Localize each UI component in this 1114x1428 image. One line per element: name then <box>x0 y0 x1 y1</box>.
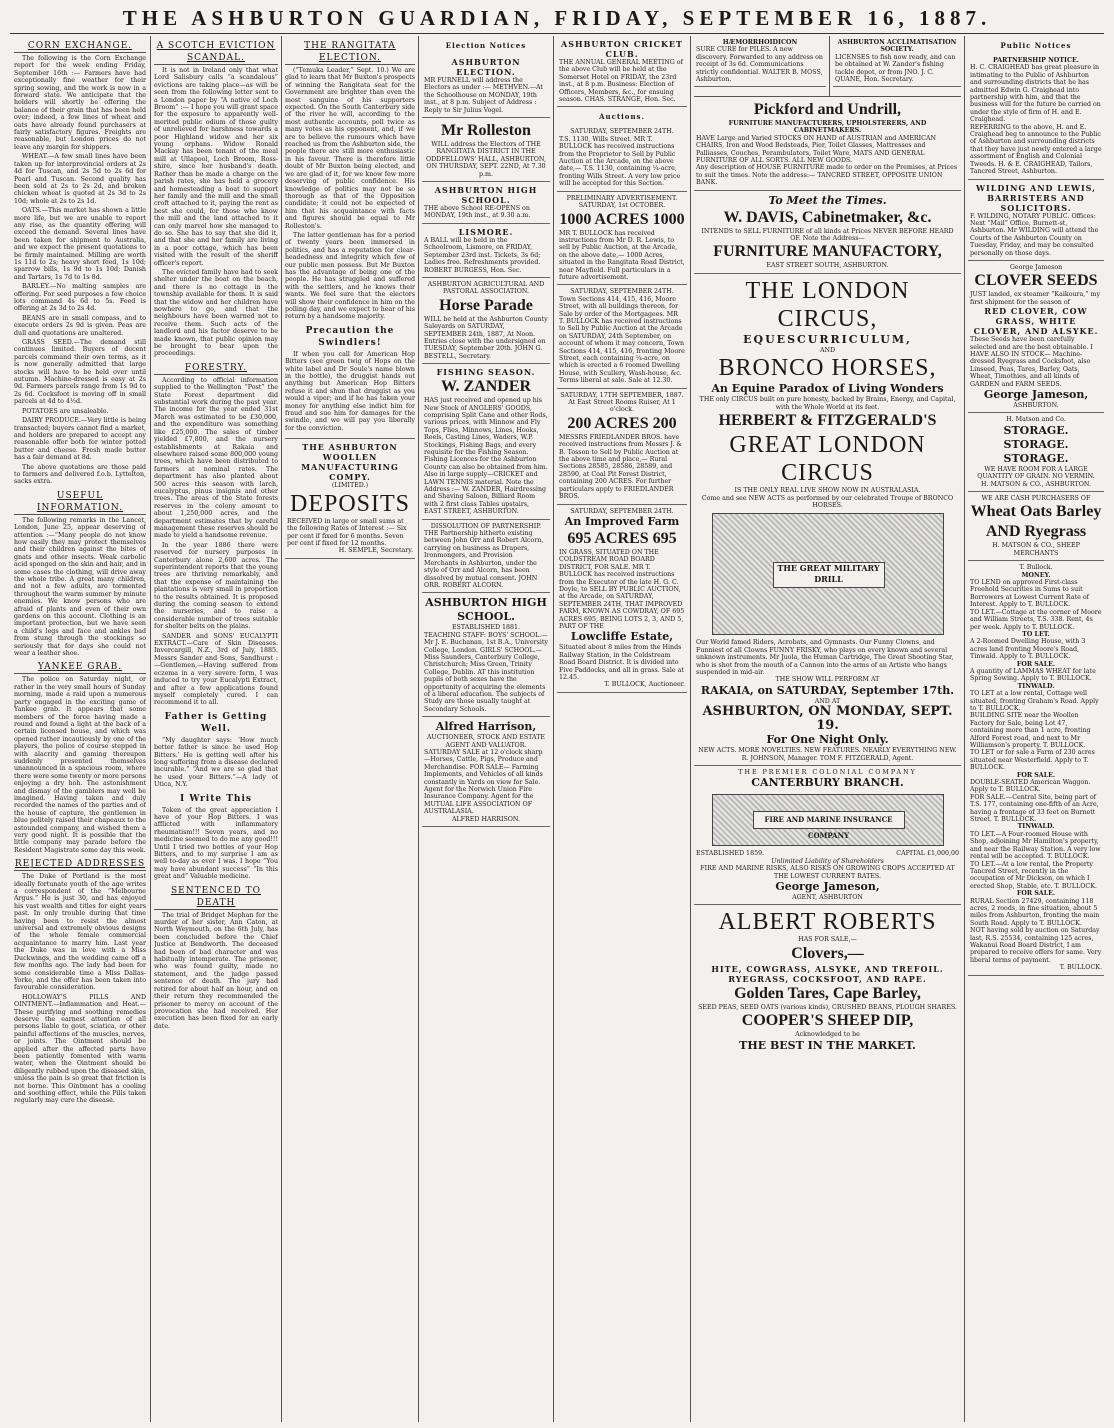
ad-text: HAS FOR SALE,— <box>798 936 857 944</box>
ad-subtitle: At East Street Rooms Ruiser, At 1 o'clock. <box>568 399 676 414</box>
column-divider <box>418 36 419 1422</box>
ad-headline: ALBERT ROBERTS <box>718 909 937 936</box>
ad-list: RED CLOVER, COW GRASS, WHITE CLOVER, AND ALSYKE. <box>973 306 1099 337</box>
ad-headline: STORAGE. <box>1003 451 1069 465</box>
ad-text: SEED PEAS, SEED OATS (various kinds), CRUSHED BEANS, PLOUGH SHARES. <box>698 1003 957 1011</box>
ad-headline: W. DAVIS, Cabinetmaker, &c. <box>723 208 932 226</box>
ad-text: MESSRS FRIEDLANDER BROS. have received instructions from Messrs J. & B. Tosson to Sell by Public Auction at the above time and place,— Rural Sections 28585, 28586, 28589, and 28590, at Coal Pit Forest District, containing 200 ACRES. For further particulars apply to FRIEDLANDER BROS. <box>559 433 682 501</box>
partnership-notice <box>968 54 1104 180</box>
ad-headline: CANTERBURY BRANCH. <box>751 776 904 790</box>
ad-text: NOT having sold by auction on Saturday last, R.S. 25534, containing 125 acres, Wakanui Road Board District, I am prepared to receive offers for same. Very liberal terms of payment. <box>970 927 1102 964</box>
acclimatisation-ad <box>833 36 961 87</box>
article-text: “My daughter says: ‘How much better father is since he used Hop Bitters.’ He is getting well after his long suffering from a disease declared incurable.” “And we are so glad that he used your Bitters.”—A lady of Utica, N.Y. <box>154 736 278 789</box>
ad-title: FISHING SEASON. <box>436 367 536 378</box>
ad-text: THE above School RE-OPENS on MONDAY, 19th inst., at 9.30 a.m. <box>424 205 531 220</box>
ad-signature: T. BULLOCK, Auctioneer. <box>604 681 685 689</box>
article-text: (“Temuka Leader,” Sept. 10.) We are glad to learn that Mr Buxton's prospects of winning the Rangitata seat for the Government are brighter than even the most sanguine of his supporters expected. On the South Canterbury side of the river he will, according to the most authentic accounts, poll twice as many votes as his opponent, and, if we are to believe the rumours which have reached us from the Ashburton side, the people there are still more enthusiastic in his favour. There is therefore little doubt of Mr Buxton being elected, and we are glad of it, for we know few more deserving of public confidence. His knowledge of politics may not be so thorough as that of the Opposition candidate; it could not be expected of him that his acquaintance with facts and figures should be equal to Mr Rolleston's. <box>285 67 415 230</box>
bullock-notices <box>968 561 1104 975</box>
ad-title: HÆMORRHOIDICON <box>722 39 798 46</box>
ad-subtitle: (LIMITED.) <box>331 482 369 490</box>
insurance-logo-illustration <box>712 794 944 846</box>
ad-text: NEW ACTS. MORE NOVELTIES. NEW FEATURES. NEARLY EVERYTHING NEW. <box>698 747 957 755</box>
ad-headline: ASHBURTON HIGH SCHOOL. <box>425 596 547 624</box>
pickford-undrill-ad <box>694 96 961 191</box>
article-heading: SENTENCED TO DEATH <box>154 885 278 910</box>
article-text: The latter gentleman has for a period of twenty years been immersed in politics, and has a reputation for clear-headedness and integrity which few of our public men possess. But Mr Buxton has the advantage of being one of the people. He has struggled and suffered with the settlers, and he knows their wants. We feel sure that the electors will show their confidence in him on the polling day, and we expect to hear of his return by a handsome majority. <box>285 231 415 321</box>
article-text: The evicted family have had to seek shelter under the boat on the beach, and there is no cottage in the township available for them. It is said that the widow and her children have nowhere to go, and that the neighbours have been warned not to receive them. Such acts of the landlord and his factor deserve to be made known, that public opinion may be brought to bear upon the proceedings. <box>154 268 278 358</box>
article-text: GRASS SEED.—The demand still continues limited. Buyers of decent parcels command their own terms, as it is now generally admitted that large stocks will have to be held over until autumn. Machine-dressed is easy at 2s 9d. Farmers parcels range from 1s 9d to 2s 6d. Cocksfoot is moving off in small parcels at 4d to 4½d. <box>14 339 146 406</box>
ad-text: WILL be held at the Ashburton County Saleyards on SATURDAY, SEPTEMBER 24th, 1887, At Noon. Entries close with the undersigned on TUESDAY, September 20th. JOHN G. BESTELL, Secretary. <box>424 315 548 360</box>
clover-seeds-ad <box>968 261 1104 413</box>
wide-ad-area <box>694 96 961 1422</box>
advertisement-text: SANDER and SONS' EUCALYPTI EXTRACT.—Care of Skin Diseases. Invercargill, N.Z., 3rd of July, 1885. Messrs Sander and Sons, Sandhurst :—Gentlemen,—Having suffered from eczema in a very severe form, I was induced to try your Eucalypti Extract, and after a few applications found myself completely cured. I can recommend it to all. <box>154 632 278 707</box>
ad-headline: Lowcliffe Estate, <box>570 630 674 644</box>
ad-headline: An Equine Paradox of Living Wonders <box>711 382 944 396</box>
ad-title: PARTNERSHIP NOTICE. <box>992 57 1079 64</box>
ad-text: A 2-Roomed Dwelling House, with 3 acres land fronting Moore's Road, Tinwald. Apply to T. BULLOCK. <box>970 638 1086 661</box>
ad-headline: Horse Parade <box>439 296 533 314</box>
article-text: WHEAT.—A few small lines have been taken up for interprovincial orders at 2s 4d for Tuscan, and 2s 5d to 2s 6d for Pearl and Tuscan. Second quality has been sold at 2s to 2s 2d, and broken chicken wheat is quoted at 2s 3d to 2s 10d; whole at 2s to 2s 1d. <box>14 153 146 205</box>
ad-headline: THE LONDON CIRCUS, <box>745 277 910 332</box>
column-divider <box>150 36 151 1422</box>
ad-text: Situated about 8 miles from the Hinds Railway Station, in the Coldstream Road Board District. It is divided into Five Paddocks, and all in grass. Sale at 12.45. <box>559 644 684 681</box>
ad-title: ASHBURTON AGRICULTURAL AND PASTORAL ASSOCIATION. <box>427 280 545 296</box>
ad-headline: To Meet the Times. <box>768 193 887 207</box>
article-text: According to official information supplied to the Wellington “Post” the State Forest department did substantial work during the past year. The income for the year ended 31st March was estimated to be £30,000, and the expenditure was something like £25,000. The sales of timber yielded £7,800, and the nursery establishments at Rakaia and elsewhere raised some 800,000 young trees, which have been distributed to farmers at nominal rates. The department has also planted about 500 acres this season with larch, eucalyptus, pinus insignis and other trees. The areas of the State forests reserves in the colony amount to about 1,250,000 acres, and the department estimates that by careful management these reserves should be made to yield a handsome revenue. <box>154 376 278 540</box>
ad-headline: GREAT LONDON CIRCUS <box>729 432 926 487</box>
ad-headline: COOPER'S SHEEP DIP, <box>741 1012 914 1030</box>
article-text: OATS.—This market has shown a little more life, but we are unable to report any rise, as the quantity offering will exceed the demand. Several lines have been taken for shipment to Australia, and we expect the present quotations to be firmly maintained. Milling are worth 1s 11d to 2s; heavy short feed, 1s 10d; sparrow bills, 1s 9d to 1s 10d; Danish and Tartars, 1s 7d to 1s 8d. <box>14 207 146 281</box>
harrison-ad <box>422 717 550 827</box>
rolleston-ad <box>422 118 550 182</box>
column-divider <box>964 36 965 1422</box>
auction-ad <box>557 285 687 388</box>
ad-title: George Jameson <box>1009 263 1063 271</box>
ad-signature: George Jameson, <box>983 388 1089 401</box>
ad-headline: DEPOSITS <box>289 490 411 517</box>
ad-text: FIRE AND MARINE RISKS, ALSO RISKS ON GROWING CROPS ACCEPTED AT THE LOWEST CURRENT RATES. <box>700 865 955 880</box>
farm-auction-ad <box>557 505 687 693</box>
insurance-ad <box>694 766 961 905</box>
ad-headline: Alfred Harrison, <box>435 720 537 734</box>
article-heading: FORESTRY. <box>154 362 278 375</box>
article-heading: YANKEE GRAB. <box>14 661 146 674</box>
column-ads-7 <box>833 36 961 92</box>
article-text: The above quotations are those paid to farmers and delivered f.o.b. Lyttelton, sacks extra. <box>14 463 146 486</box>
ad-title: FOR SALE. <box>1016 660 1056 668</box>
ad-headline: HERBERT & FITZGERALD'S <box>718 412 937 430</box>
ad-title: ASHBURTON ACCLIMATISATION SOCIETY. <box>837 39 957 54</box>
article-text: The police on Saturday night, or rather in the very small hours of Sunday morning, made a raid upon a numerous party engaged in the exciting game of Yankee grab. It appears that some members of the force having made a round and found a light at the back of a certain licensed house, and which was opened rather incautiously by one of the players, the police of course stepped in with alacrity and gaming thereupon suddenly presented themselves unannounced in a spacious room, where there were some twenty or more persons enjoying a dry hoh. The astonishment and dismay of the gamblers may well be imagined. Having taken and duly recorded the names of the parties and of the house of capture, the gentlemen in blue politely raised their chapeaux to the astounded company, and wished them a very good night. It is possible that the little company may parade before the Resident Magistrate some day this week. <box>14 676 146 854</box>
ad-headline: Mr Rolleston <box>441 122 531 140</box>
ad-headline: W. ZANDER <box>440 378 532 396</box>
ad-address: EAST STREET SOUTH, ASHBURTON. <box>766 262 889 270</box>
ad-title: THE ASHBURTON WOOLLEN MANUFACTURING COMPY. <box>301 442 399 483</box>
high-school-ad <box>422 593 550 717</box>
article-text: BARLEY.—No malting samples are offering. For seed purposes a few choice lots command 4s 6d to 5s. Feed is offering at 2s 3d to 2s 4d. <box>14 283 146 313</box>
column-ads-5 <box>557 36 687 1422</box>
election-ad <box>422 54 550 118</box>
ad-text: Acknowledged to be <box>795 1031 860 1039</box>
ad-text: R. JOHNSON, Manager. TOM F. FITZGERALD, Agent. <box>741 754 914 762</box>
article-text: HOLLOWAY'S PILLS AND OINTMENT.—Inflammation and Heat.—These purifying and soothing remedies deserve the earnest attention of all persons liable to gout, sciatica, or other painful affections of the muscles, nerves, or joints. The Ointment should be applied after the affected parts have been patiently fomented with warm water, when the Ointment should be diligently rubbed upon the diseased skin, unless the pain is so great that friction is not borne. This Ointment has a cooling and soothing effect, while the Pills taken regularly may cure the disease. <box>14 993 146 1105</box>
section-header: Public Notices <box>1000 41 1072 50</box>
wilding-lewis-ad <box>968 180 1104 261</box>
high-school-notice <box>422 182 550 224</box>
ad-text: TO LEND on approved First-class Freehold Securities in Sums to suit Borrowers at Lowest Current Rate of Interest. Apply to T. BULLOCK. <box>970 579 1089 609</box>
ad-text: MR T. BULLOCK has received instructions from Mr D. R. Lewis, to sell by Public Auction, at the Arcade, on the above date,— 1000 Acres, situated in the Rangitata Road District, near Mayfield. Full particulars in a future advertisement. <box>559 229 685 281</box>
ad-headline: George Jameson, <box>775 880 880 893</box>
ad-headline: For One Night Only. <box>766 733 889 747</box>
ad-signature: ASHBURTON. <box>1013 402 1059 409</box>
ad-headline: 695 ACRES 695 <box>567 529 677 547</box>
ad-text: THE ANNUAL GENERAL MEETING of the above Club will be held at the Somerset Hotel on FRIDAY, the 23rd inst., at 8 p.m. Business: Election of Officers, Members, &c., for ensuing season. CHAS. STRANGE, Hon. Sec. <box>559 59 683 104</box>
column-news-1 <box>14 36 146 1422</box>
column-divider <box>690 36 691 1422</box>
ad-text: TEACHING STAFF: BOYS' SCHOOL.—Mr J. E. Buchanan, 1st B.A., University College, London. GIRLS' SCHOOL.—Miss Saunders, Canterbury College, Christchurch; Miss Green, Trinity College, Dublin. AT this institution pupils of both sexes have the opportunity of acquiring the elements of a liberal education. The subjects of Study are those usually taught at Secondary Schools. <box>424 631 548 713</box>
logo-caption: FIRE AND MARINE INSURANCE COMPANY <box>753 811 905 829</box>
ad-text: TO LET.—At a low rental, the Property Tancred Street, recently in the occupation of Mr Dickson, on which I erected Shop, Stable, etc. T. BULLOCK. <box>970 860 1097 890</box>
ad-text: RURAL Section 27429, containing 118 acres, 2 roods, in fine situation, about 5 miles from Ashburton, fronting the main South Road. Apply to T. BULLOCK. <box>970 897 1100 927</box>
article-text: DAIRY PRODUCE.—Very little is being transacted; buyers cannot find a market, and holders are prepared to accept any reasonable offer both for winter potted butter and cheese. Fresh made butter has a fair demand at 8d. <box>14 417 146 462</box>
ad-title: BARRISTERS AND SOLICITORS. <box>987 192 1085 213</box>
ad-text: A BALL will be held in the Schoolroom, Lismore, on FRIDAY, September 23rd inst. Tickets, 3s 6d; Ladies free. Refreshments provided. ROBERT BURGESS, Hon. Sec. <box>424 236 541 274</box>
ad-text: WE ARE CASH PURCHASERS OF <box>981 495 1091 503</box>
article-text: In the year 1886 there were reserved for nursery purposes in Canterbury alone 2,600 acres. The superintendent reports that the young trees are thriving remarkably, and that the expense of maintaining the plantations is very small in proportion to the results obtained. It is proposed during the coming season to extend the nurseries, and to raise a considerable number of trees suitable for shelter belts on the plains. <box>154 541 278 631</box>
capital-label: CAPITAL £1,000,00 <box>896 850 959 858</box>
auction-ad <box>557 192 687 286</box>
storage-ad <box>968 413 1104 492</box>
article-text: It is not in Ireland only that what Lord Salisbury calls “a scandalous” evictions are taking place—as will be seen from the following letter sent to a London paper by “A native of Loch Broom” :— I hope you will grant space for the exposure to apparently well-merited public odium of those guilty of unrelieved for harshness towards a poor Highland widow and her six young orphans. Widow Ronald Mackay has been tenant of the meal mill at Ullapool, Loch Broom, Ross-shire, since her husband's death. Rather than be made a charge on the parish rates, she has held a grocery and homesteading a boat to support her family and the mill and the small croft attached to it, paying the rent as best she could, for those who know the mill and the land attached to it can only marvel how she managed to do so. She has to say that she did it, and that she and her family are living in a poor cottage, which has been visited with the result of the sheriff officer's report. <box>154 67 278 267</box>
masthead-rule <box>10 33 1104 34</box>
ad-text: TO LET.—A Four-roomed House with Shop, adjoining Mr Hamilton's property, and near the Railway Station. A very low rental will be accepted. T. BULLOCK. <box>970 830 1101 861</box>
illustration-caption: THE GREAT MILITARY DRILL <box>773 562 885 588</box>
ad-text: HAVE Large and Varied STOCKS ON HAND of AUSTRIAN and AMERICAN CHAIRS, Iron and Wood Bedsteads, Pier, Toilet Glasses, Mattresses and Palliasses, Couches, Perambulators, Toilet Ware, MATS AND GENERAL FURNITURE OF ALL SORTS. ALL NEW GOODS. <box>696 134 937 165</box>
ad-headline: FURNITURE MANUFACTORY, <box>713 243 942 261</box>
ad-text: IS THE ONLY REAL LIVE SHOW NOW IN AUSTRALASIA. <box>734 487 921 495</box>
ad-text: A quantity of LAMMAS WHEAT for late Spring Sowing. Apply to T. BULLOCK. <box>970 667 1096 683</box>
ad-title: H. Matson and Co. <box>1006 416 1066 424</box>
ad-date: SATURDAY, 1st OCTOBER. <box>578 202 666 210</box>
ad-title: T. Bullock. <box>1019 564 1053 572</box>
ad-title: ASHBURTON ELECTION. <box>451 57 521 77</box>
ad-text: LICENSES to fish now ready, and can be obtained at W. Zander's fishing tackle depot, or from JNO. J. C. QUANE, Hon. Secretary. <box>835 53 956 84</box>
established-label: ESTABLISHED 1859. <box>696 850 765 858</box>
ad-text: INTENDS to SELL FURNITURE of all kinds at Prices NEVER BEFORE HEARD OF. Note the Address— <box>701 227 954 243</box>
albert-roberts-ad <box>694 905 961 1055</box>
ad-text: AND <box>819 346 836 354</box>
ad-text: WILL address the Electors of THE RANGITATA DISTRICT IN THE ODDFELLOWS' HALL, ASHBURTON, ON THURSDAY, SEPT. 22ND, At 7.30 p.m. <box>425 141 547 178</box>
insurance-capital-row <box>696 850 959 857</box>
column-news-2 <box>154 36 278 1422</box>
ad-headline: THE BEST IN THE MARKET. <box>739 1038 916 1052</box>
ad-text: THE SHOW WILL PERFORM AT <box>775 676 880 684</box>
ad-title: WILDING AND LEWIS, <box>976 182 1096 193</box>
circus-horses-illustration <box>712 513 944 635</box>
article-heading: I Write This <box>180 793 252 804</box>
ad-title: SATURDAY, SEPTEMBER 24TH. <box>570 507 674 515</box>
ad-text: Any description of HOUSE FURNITURE made to order on the Premises, at Prices to suit the times. Note the address:— TANCRED STREET, OPPOSITE UNION BANK. <box>696 164 958 187</box>
ad-title: SATURDAY, 17TH SEPTEMBER, 1887. <box>560 391 684 399</box>
ad-subtitle: AUCTIONEER, STOCK AND ESTATE AGENT AND VALUATOR. <box>426 734 546 749</box>
auction-ad <box>557 389 687 505</box>
ad-text: THE only CIRCUS built on pure honesty, backed by Brains, Energy, and Capital, with the Whole World at its feet. <box>699 396 956 411</box>
ad-text: RECEIVED in large or small sums at the following Rates of Interest :— Six per cent if fixed for 6 months. Seven per cent if fixed for 12 months. <box>287 517 407 547</box>
cricket-club-ad <box>557 36 687 107</box>
article-heading: USEFUL INFORMATION. <box>14 490 146 515</box>
piles-cure-ad <box>694 36 826 87</box>
ad-text: Town Sections 414, 415, 416, Moore Street, with all buildings thereon, for Sale by order of the Mortgagees. MR T. BULLOCK has received instructions to Sell by Public Auction at the Arcade on SATURDAY, 24th September, on account of whom it may concern, Town Sections 414, 415, 416, fronting Moore Street, each containing ¼-acre, on which is erected a 6 roomed Dwelling House, with Scullery, Wash-house, &c. Terms liberal at sale. Sale at 12.30. <box>559 295 685 385</box>
ad-title: DISSOLUTION OF PARTNERSHIP. <box>430 522 542 530</box>
ad-title: SATURDAY, SEPTEMBER 24TH. <box>570 288 674 296</box>
article-text: BEANS are in small compass, and to execute orders 2s 9d is given. Peas are dull and quotations are unaltered. <box>14 314 146 337</box>
grain-purchase-ad <box>968 492 1104 561</box>
ad-text: F. WILDING, NOTARY PUBLIC. Offices: Next “Mail” Office, Burnett-st, Ashburton. Mr WILDING will attend the Courts of the Ashburton County on Tuesday, Friday, and may be consulted personally on those days. <box>970 212 1099 257</box>
ad-text: TO LET.—Cottage at the corner of Moore and William Streets, T.S. 338. Rent, 4s per week. Apply to T. BULLOCK. <box>970 608 1102 631</box>
auction-ad <box>557 125 687 191</box>
ad-title: LISMORE. <box>458 226 514 237</box>
ad-headline: Pickford and Undrill, <box>753 101 902 118</box>
ad-text: THE Partnership hitherto existing between John Orr and Robert Alcorn, carrying on business as Drapers, Ironmongers, and Provision Merchants in Ashburton, under the style of Orr and Alcorn, has been dissolved by mutual consent. JOHN ORR. ROBERT ALCORN. <box>424 530 544 589</box>
column-ads-6 <box>694 36 826 92</box>
ad-signature: H. SEMPLE, Secretary. <box>338 547 413 555</box>
ad-headline: ASHBURTON, ON MONDAY, SEPT. 19. <box>702 704 953 734</box>
ad-text: These Seeds have been carefully selected and are the best obtainable. I HAVE ALSO IN STOCK— Machine-dressed Ryegrass and Cocksfoot, also Linseed, Peas, Tares, Barley, Oats, Wheat, Timothies, and all kinds of GARDEN and FARM SEEDS. <box>970 336 1093 388</box>
ad-headline: 1000 ACRES 1000 <box>559 210 685 228</box>
column-divider <box>281 36 282 1422</box>
ad-text: BUILDING SITE near the Woollen Factory for Sale, being Lot 47, containing more than 1 acre, fronting Alford Forest road, and next to Mr Williamson's property. T. BULLOCK. <box>970 712 1091 749</box>
ad-title: MONEY. <box>1021 571 1051 579</box>
ad-text: TO LET or for sale a Farm of 230 acres situated near Westerfield. Apply to T. BULLOCK. <box>970 749 1095 772</box>
article-heading: REJECTED ADDRESSES <box>14 859 146 870</box>
column-public-notices <box>968 36 1104 1422</box>
ad-text: WE HAVE ROOM FOR A LARGE QUANTITY OF GRAIN. NO VERMIN. <box>977 465 1095 481</box>
ad-text: RYEGRASS, COCKSFOOT, AND RAPE. <box>728 973 927 984</box>
article-text: Token of the great appreciation I have of your Hop Bitters. I was afflicted with inflammatory rheumatism!!! Seven years, and no medicine seemed to do me any good!!! Until I tried two bottles of your Hop Bitters, and to my surprise I am as well to-day as ever I was. I hope “You may have abundant success” “In this great and” Valuable medicine. <box>154 806 278 881</box>
section-header: Election Notices <box>445 41 527 50</box>
ad-text: SURE CURE for PILES. A new discovery. Forwarded to any address on receipt of 3s 6d. Communications strictly confidential. WALTER B. MOSS, Ashburton. <box>696 46 823 84</box>
ad-signature: H. MATSON & CO., SHEEP MERCHANTS <box>992 542 1080 557</box>
ad-title: FOR SALE. <box>1016 890 1056 898</box>
ad-text: AND AT <box>814 697 841 705</box>
horse-parade-ad <box>422 278 550 364</box>
ad-signature: T. BULLOCK. <box>1059 964 1102 972</box>
lismore-ball-ad <box>422 224 550 278</box>
article-heading: Father is Getting Well. <box>164 711 268 734</box>
zander-ad <box>422 364 550 520</box>
article-text: POTATOES are unsaleable. <box>22 407 109 415</box>
ad-text: REFERRING to the above, H. and E. Craighead beg to announce to the Public of Ashburton and surrounding districts that they have just newly entered a large assortment of English and Colonial Tweeds. H. & E. CRAIGHEAD, Tailors, Tancred Street, Ashburton. <box>970 123 1102 176</box>
ad-signature: ALFRED HARRISON. <box>451 815 521 823</box>
ad-title: THE PREMIER COLONIAL COMPANY <box>738 768 917 776</box>
article-heading: THE RANGITATA ELECTION. <box>285 40 415 65</box>
ad-text: FOR SALE.—Central Site, being part of T.S. 177, containing one-fifth of an Acre, having a frontage of 33 feet on Burnett Street. T. BULLOCK. <box>970 793 1099 824</box>
section-header: Auctions. <box>599 112 645 122</box>
article-text: If when you call for American Hop Bitters (see green twig of Hops on the white label and Dr Soule's name blown in the bottle), the druggist hands out anything but American Hop Bitters refuse it and shun that druggist as you would a viper; and if he has taken your money for anything else indict him for fraud and sue him for damages for the swindle, and we will pay you liberally for the conviction. <box>285 350 415 432</box>
ad-title: FOR SALE. <box>1016 771 1056 779</box>
ad-subtitle: FURNITURE MANUFACTURERS, UPHOLSTERERS, AND CABINETMAKERS. <box>728 120 927 135</box>
ad-headline: Clovers,— <box>791 944 864 962</box>
article-heading: A SCOTCH EVICTION SCANDAL. <box>154 40 278 65</box>
ad-text: AGENT, ASHBURTON <box>792 894 863 901</box>
ad-title: TO LET. <box>1022 630 1050 638</box>
ad-text: IN GRASS, SITUATED ON THE COLDSTREAM ROAD BOARD DISTRICT, FOR SALE. MR T. BULLOCK has received instructions from the Executor of the late H. G. C. Doyle, to SELL BY PUBLIC AUCTION, at the Arcade, on SATURDAY, SEPTEMBER 24TH, THAT IMPROVED FARM, KNOWN AS COWDRAY, OF 695 ACRES 695, BEING LOTS 2, 3, AND 5, PART OF THE <box>559 548 685 630</box>
ad-title: TINWALD. <box>1017 823 1055 831</box>
ad-headline: 200 ACRES 200 <box>567 414 677 432</box>
ad-text: JUST landed, ex steamer “Kaikoura,” my first shipment for the season of <box>970 291 1101 306</box>
ad-text: DOUBLE-SEATED American Waggon. Apply to T. BULLOCK. <box>970 779 1091 794</box>
ad-text: H. C. CRAIGHEAD has great pleasure in intimating to the Public of Ashburton and surrounding districts that he has admitted Edwin G. Craighead into partnership with him, and that the business will for the future be carried on under the style of firm of H. and E. Craighead. <box>970 64 1101 124</box>
article-text: The following is the Corn Exchange report for the week ending Friday, September 16th :— Farmers have had exceptionally fine weather for their spring sowing, and the work is now in a forward state. We anticipate that the holders will shortly be offering the balance of their grain that has been held over; indeed, a few lines of wheat and oats have already found purchasers at fairly satisfactory figures. Freights are reasonable, but London prices do not leave any margin for shippers. <box>14 55 146 151</box>
article-heading: CORN EXCHANGE. <box>14 40 146 53</box>
ad-title: ASHBURTON CRICKET CLUB. <box>561 39 683 59</box>
ad-text: Come and see NEW ACTS as performed by our celebrated Troupe of BRONCO HORSES. <box>701 494 954 509</box>
ad-text: TO LET at a low rental, Cottage well situated, fronting Graham's Road. Apply to T. BULLOCK. <box>970 690 1099 712</box>
ad-text: HITE, COWGRASS, ALSYKE, AND TREFOIL. <box>711 963 944 974</box>
circus-ad <box>694 274 961 766</box>
column-divider <box>553 36 554 1422</box>
dissolution-notice <box>422 520 550 594</box>
column-news-3 <box>285 36 415 1422</box>
ad-title: ASHBURTON HIGH SCHOOL. <box>434 185 538 206</box>
ad-signature: H. MATSON & CO., ASHBURTON. <box>981 480 1091 488</box>
article-text: The following remarks in the Lancet, London, June 25, appear deserving of attention :—“Many people do not know how easily they may protect themselves and their children against the bites of gnats and other insects. Weak carbolic acid sponged on the skin and hair, and in some cases the clothing, will drive away the whole tribe. A great many children, and not a few adults, are tormented throughout the warm summer by minute enemies. We know persons who are afraid of plants and even of their own gardens on this account. Clothing is an important protection, but we have seen a child's legs and face and ankles bad from stung through the stockings so seriously that for days she could not wear a leather shoe. <box>14 516 146 658</box>
ad-text: SATURDAY SALE at 12 o'clock sharp —Horses, Cattle, Pigs, Produce and Merchandise. FOR SALE— Farming Implements, and Vehicles of all kinds constantly in Yards on view for Sale. Agent for the Norwich Union Fire Insurance Company. Agent for the MUTUAL LIFE ASSOCIATION OF AUSTRALASIA. <box>424 749 543 816</box>
ad-headline: CLOVER SEEDS <box>974 272 1098 290</box>
woollen-company-ad <box>285 438 415 558</box>
ad-text: Unlimited Liability of Shareholders <box>771 857 884 865</box>
ad-subtitle: ESTABLISHED 1881. <box>451 624 521 632</box>
ad-title: SATURDAY, SEPTEMBER 24TH. <box>570 128 674 136</box>
ad-headline: Golden Tares, Cape Barley, <box>734 984 921 1002</box>
article-text: The Duke of Portland is the most ideally fortunate youth of the age writes a correspondent of the “Melbourne Argus.” He is just 30, and has enjoyed his vast wealth and titles for eight years past. In only trouble during that time having been to resist the almost universal and extremely obvious designs of the whole female commercial acquaintance to marry him. Last year the Duke was in love with a Miss Duckwings, and the wedding came off a few months ago. The lady had been for some considerable time a Miss Dallas-Yorke, and the offer has been taken into favourable consideration. <box>14 873 146 992</box>
ad-headline: STORAGE. STORAGE. <box>1003 423 1069 451</box>
masthead: THE ASHBURTON GUARDIAN, FRIDAY, SEPTEMBER 16, 1887. <box>122 6 992 30</box>
column-ads-4 <box>422 36 550 1422</box>
ad-text: HAS just received and opened up his New Stock of ANGLERS' GOODS, comprising Split Cane and other Rods, various prices, with Minnow and Fly Tops, Flies, Minnows, Lines, Hooks, Reels, Casting Lines, Waders, W.P. Stockings, Fishing Bags, and every requisite for the Fishing Season. Fishing Licences for the Ashburton County can also be obtained from him. Also in large supply—CRICKET and LAWN TENNIS material. Note the Address :— W. ZANDER, Hairdressing and Shaving Saloon, Billiard Room with 2 first class Tables upstairs, EAST STREET, ASHBURTON. <box>424 397 548 516</box>
article-text: The trial of Bridget Mephan for the murder of her sister, Ann Caton, at North Weymouth, on the 6th July, has been concluded before the Chief Justice at Bendworth. The deceased had been of bad character and was habitually intemperate. The prisoner, who was found guilty, made no statement, and the judge passed sentence of death. The jury had retired for about half an hour, and on their return they recommended the prisoner to mercy on account of the provocation she had received. Her execution has been fixed for an early date. <box>154 911 278 1030</box>
ad-text: T.S. 1130, Wills Street. MR T. BULLOCK has received instructions from the Proprietor to Sell by Public Auction at the Arcade, on the above date,— T.S. 1130, containing ¼-acre, fronting Wills Street. A very low price will be accepted for this Section. <box>559 135 681 188</box>
article-heading: Precaution the Swindlers! <box>305 325 395 348</box>
ad-headline: Wheat Oats Barley AND Ryegrass <box>970 503 1102 541</box>
ad-title: TINWALD. <box>1017 682 1055 690</box>
ad-headline: RAKAIA, on SATURDAY, September 17th. <box>700 683 955 697</box>
ad-text: Our World famed Riders, Acrobats, and Gymnasts. Our Funny Clowns, and Funniest of all Clowns FUNNY FRISKY, who plays on every known and several unknown instruments. Mr Juola, the Human Cartridge, The Great Shooting Star, who is shot from the mouth of a Cannon into the arms of an Artiste who hangs suspended in mid-air. <box>696 639 954 676</box>
ad-headline: EQUESCURRICULUM, <box>743 332 912 346</box>
ad-text: MR FURNELL will address the Electors as under :— METHVEN.—At the Schoolhouse on MONDAY, 19th inst., at 8 p.m. Subject of Address : Reply to Sir Julius Vogel. <box>424 77 543 114</box>
ad-headline: BRONCO HORSES, <box>718 355 937 382</box>
ad-title: PRELIMINARY ADVERTISEMENT. <box>566 194 678 202</box>
ad-headline: An Improved Farm <box>564 514 680 528</box>
davis-ad <box>694 191 961 274</box>
